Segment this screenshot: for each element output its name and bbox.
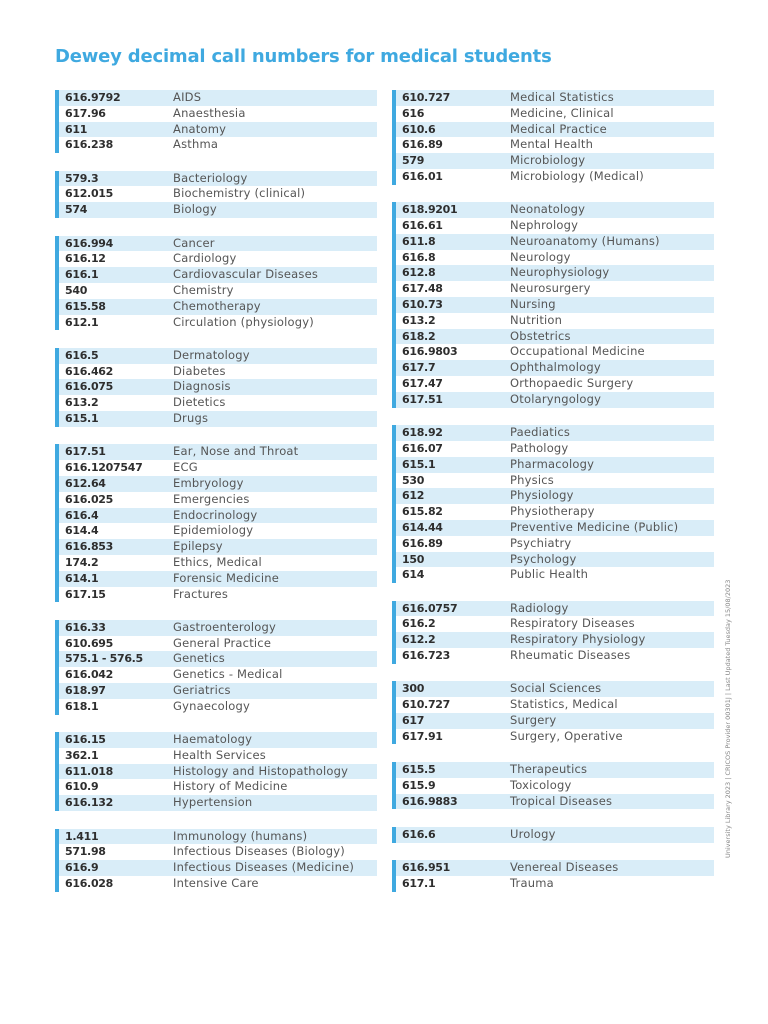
call-number: 615.58 — [65, 299, 106, 313]
call-number: 617.48 — [402, 282, 443, 296]
call-number: 616.33 — [65, 620, 106, 634]
subject-name: Nephrology — [510, 218, 579, 233]
call-number-row — [396, 488, 714, 504]
call-number: 616.462 — [65, 364, 114, 378]
subject-group — [392, 202, 714, 407]
subject-name: Medicine, Clinical — [510, 105, 614, 120]
call-number: 616.07 — [402, 441, 443, 455]
call-number: 616.12 — [65, 252, 106, 266]
subject-name: Hypertension — [173, 795, 253, 810]
call-number: 616.01 — [402, 169, 443, 183]
subject-name: Cancer — [173, 235, 215, 250]
subject-group — [55, 171, 377, 218]
call-number: 575.1 - 576.5 — [65, 652, 143, 666]
subject-name: Pathology — [510, 440, 569, 455]
call-number: 612.1 — [65, 315, 99, 329]
subject-name: Ophthalmology — [510, 360, 601, 375]
subject-name: Fractures — [173, 586, 229, 601]
call-number-row — [396, 265, 714, 281]
call-number-row — [396, 504, 714, 520]
call-number: 579.3 — [65, 171, 99, 185]
subject-name: Paediatics — [510, 425, 571, 440]
subject-name: Physiotherapy — [510, 504, 595, 519]
call-number-row — [396, 601, 714, 617]
subject-name: Social Sciences — [510, 681, 602, 696]
subject-name: Pharmacology — [510, 456, 595, 471]
call-number-row — [59, 876, 377, 892]
subject-name: Microbiology (Medical) — [510, 168, 644, 183]
subject-name: Emergencies — [173, 491, 250, 506]
subject-name: Public Health — [510, 567, 589, 582]
call-number: 618.97 — [65, 684, 106, 697]
call-number-row — [59, 411, 377, 427]
call-number-row — [59, 651, 377, 667]
call-number-row — [396, 360, 714, 376]
call-number-row — [59, 587, 377, 603]
call-number-row — [59, 364, 377, 380]
call-number: 540 — [65, 283, 88, 297]
call-number-row — [396, 218, 714, 234]
call-number: 616.025 — [65, 492, 114, 506]
call-number: 618.1 — [65, 699, 99, 713]
subject-name: Gastroenterology — [173, 619, 276, 634]
subject-name: Venereal Diseases — [510, 860, 619, 875]
subject-name: Mental Health — [510, 137, 594, 152]
call-number: 612.8 — [402, 266, 436, 280]
subject-name: Medical Practice — [510, 121, 607, 136]
call-number-row — [59, 186, 377, 202]
subject-name: Epilepsy — [173, 539, 223, 554]
call-number-row — [396, 376, 714, 392]
subject-name: Genetics — [173, 651, 225, 666]
call-number-row — [59, 267, 377, 283]
subject-name: Cardiology — [173, 251, 237, 266]
call-number: 615.1 — [65, 412, 99, 426]
call-number-row — [59, 764, 377, 780]
subject-group — [392, 860, 714, 892]
subject-name: Chemotherapy — [173, 298, 261, 313]
call-number: 616.994 — [65, 236, 114, 250]
call-number-row — [59, 137, 377, 153]
subject-group — [55, 348, 377, 427]
call-number: 610.73 — [402, 298, 443, 312]
call-number: 616.723 — [402, 649, 451, 662]
subject-name: Otolaryngology — [510, 391, 602, 406]
call-number-row — [396, 681, 714, 697]
call-number: 616.075 — [65, 380, 114, 394]
call-number-row — [59, 523, 377, 539]
subject-name: General Practice — [173, 635, 272, 650]
call-number-row — [59, 555, 377, 571]
call-number-row — [396, 457, 714, 473]
call-number-row — [59, 571, 377, 587]
footer-note: University Library 2023 | CRICOS Provider 00301J | Last Updated Tuesday 15/08/2023 — [724, 579, 732, 858]
subject-group — [55, 732, 377, 811]
call-number-row — [59, 683, 377, 699]
call-number-row — [59, 460, 377, 476]
call-number-row — [396, 860, 714, 876]
subject-name: Preventive Medicine (Public) — [510, 519, 679, 534]
call-number-row — [396, 137, 714, 153]
call-number: 616.028 — [65, 876, 114, 890]
call-number-row — [59, 202, 377, 218]
call-number: 618.2 — [402, 329, 436, 343]
call-number-row — [59, 251, 377, 267]
call-number-row — [396, 297, 714, 313]
subject-name: Neurophysiology — [510, 265, 610, 280]
subject-name: Geriatrics — [173, 683, 231, 697]
call-number-row — [59, 860, 377, 876]
subject-name: Statistics, Medical — [510, 697, 618, 712]
call-number-row — [396, 250, 714, 266]
subject-name: Orthopaedic Surgery — [510, 376, 634, 391]
call-number: 616.9883 — [402, 794, 458, 808]
call-number: 616.5 — [65, 348, 99, 362]
call-number: 616.9792 — [65, 91, 121, 104]
subject-group — [392, 681, 714, 744]
call-number-row — [59, 283, 377, 299]
call-number-row — [396, 425, 714, 441]
call-number-row — [396, 697, 714, 713]
subject-group — [392, 827, 714, 843]
subject-name: Endocrinology — [173, 507, 258, 522]
call-number: 612.64 — [65, 476, 106, 490]
call-number-row — [59, 236, 377, 252]
call-number-row — [59, 90, 377, 106]
call-number: 616.6 — [402, 827, 436, 841]
call-number-row — [396, 281, 714, 297]
call-number: 610.727 — [402, 91, 451, 104]
call-number: 612 — [402, 489, 425, 503]
call-number: 611.018 — [65, 764, 114, 778]
subject-name: Toxicology — [510, 777, 572, 792]
subject-name: Genetics - Medical — [173, 667, 283, 682]
call-number-row — [396, 778, 714, 794]
call-number-row — [59, 299, 377, 315]
subject-name: Intensive Care — [173, 875, 259, 890]
call-number-row — [396, 616, 714, 632]
subject-name: History of Medicine — [173, 779, 288, 794]
call-number-row — [59, 539, 377, 555]
subject-name: Occupational Medicine — [510, 344, 645, 359]
call-number-row — [59, 106, 377, 122]
subject-name: Forensic Medicine — [173, 570, 280, 585]
subject-name: Diagnosis — [173, 379, 231, 394]
subject-name: Chemistry — [173, 282, 234, 297]
subject-name: Neurology — [510, 249, 571, 264]
call-number-row — [59, 748, 377, 764]
subject-group — [55, 236, 377, 331]
call-number-row — [396, 762, 714, 778]
call-number: 616.9803 — [402, 345, 458, 359]
subject-name: Ear, Nose and Throat — [173, 444, 299, 459]
subject-group — [55, 90, 377, 153]
subject-name: AIDS — [173, 90, 202, 104]
call-number: 618.92 — [402, 426, 443, 440]
subject-name: Neonatology — [510, 202, 586, 217]
call-number: 616.042 — [65, 668, 114, 682]
subject-group — [392, 601, 714, 664]
subject-name: Anatomy — [173, 121, 227, 136]
subject-group — [392, 425, 714, 583]
subject-name: Neurosurgery — [510, 281, 591, 296]
subject-group — [55, 620, 377, 715]
subject-name: Cardiovascular Diseases — [173, 267, 319, 282]
subject-name: Psychiatry — [510, 535, 572, 550]
subject-name: Dermatology — [173, 347, 250, 362]
call-number-row — [59, 699, 377, 715]
call-number-row — [396, 632, 714, 648]
call-number-row — [396, 567, 714, 583]
page-title: Dewey decimal call numbers for medical students — [55, 46, 552, 67]
call-number: 618.9201 — [402, 203, 458, 217]
call-number: 174.2 — [65, 555, 99, 569]
call-number-row — [396, 169, 714, 185]
call-number: 300 — [402, 682, 425, 696]
call-number-row — [396, 648, 714, 664]
call-number-row — [59, 844, 377, 860]
call-number-row — [59, 620, 377, 636]
call-number-row — [396, 794, 714, 810]
call-number: 611 — [65, 122, 88, 136]
call-number: 615.82 — [402, 505, 443, 519]
call-number: 612.2 — [402, 633, 436, 647]
subject-name: Respiratory Diseases — [510, 616, 635, 631]
call-number-row — [396, 313, 714, 329]
call-number-row — [396, 202, 714, 218]
call-number: 612.015 — [65, 187, 114, 201]
call-number-row — [59, 315, 377, 331]
call-number: 616.1207547 — [65, 461, 143, 475]
subject-name: Obstetrics — [510, 328, 571, 343]
subject-name: Biology — [173, 202, 217, 217]
call-number: 613.2 — [402, 313, 436, 327]
call-number-row — [396, 713, 714, 729]
call-number-row — [396, 329, 714, 345]
call-number-row — [59, 348, 377, 364]
subject-name: Infectious Diseases (Medicine) — [173, 860, 355, 875]
subject-name: Histology and Histopathology — [173, 763, 349, 778]
subject-name: Microbiology — [510, 153, 586, 168]
subject-name: Drugs — [173, 411, 209, 426]
call-number: 574 — [65, 203, 88, 217]
call-number: 616.132 — [65, 796, 114, 810]
subject-name: Ethics, Medical — [173, 554, 262, 569]
call-number-row — [396, 106, 714, 122]
call-number: 610.695 — [65, 636, 114, 650]
subject-name: Medical Statistics — [510, 90, 614, 104]
subject-name: Embryology — [173, 475, 244, 490]
call-number-row — [396, 520, 714, 536]
subject-group — [55, 444, 377, 602]
subject-name: Immunology (humans) — [173, 828, 308, 843]
call-number: 610.727 — [402, 698, 451, 712]
call-number-row — [59, 379, 377, 395]
call-number-row — [396, 876, 714, 892]
call-number-row — [59, 492, 377, 508]
subject-name: Haematology — [173, 732, 253, 747]
call-number: 617 — [402, 713, 425, 727]
call-number-row — [396, 234, 714, 250]
call-number: 617.91 — [402, 729, 443, 743]
call-number: 616.8 — [402, 250, 436, 264]
call-number: 616 — [402, 106, 425, 120]
call-number: 616.853 — [65, 540, 114, 554]
call-number: 616.4 — [65, 508, 99, 522]
call-number: 1.411 — [65, 829, 99, 843]
call-number-row — [396, 473, 714, 489]
subject-name: Urology — [510, 826, 556, 841]
call-number-row — [396, 153, 714, 169]
subject-group — [392, 762, 714, 809]
call-number: 616.89 — [402, 536, 443, 550]
call-number-row — [59, 395, 377, 411]
subject-name: Dietetics — [173, 395, 226, 410]
call-number: 616.89 — [402, 138, 443, 152]
call-number: 617.47 — [402, 377, 443, 391]
call-number: 615.1 — [402, 457, 436, 471]
subject-name: Surgery, Operative — [510, 728, 623, 743]
call-number: 616.2 — [402, 617, 436, 631]
call-number: 616.238 — [65, 138, 114, 152]
call-number: 614 — [402, 568, 425, 582]
subject-name: Diabetes — [173, 363, 226, 378]
call-number-row — [59, 795, 377, 811]
call-number-row — [59, 444, 377, 460]
call-number: 616.15 — [65, 733, 106, 747]
subject-name: Nursing — [510, 297, 556, 312]
call-number-row — [59, 732, 377, 748]
call-number: 615.9 — [402, 778, 436, 792]
call-number: 617.51 — [65, 445, 106, 459]
call-number: 571.98 — [65, 845, 106, 859]
call-number-row — [59, 476, 377, 492]
subject-name: Neuroanatomy (Humans) — [510, 233, 660, 248]
call-number: 613.2 — [65, 396, 99, 410]
call-number-row — [59, 779, 377, 795]
call-number: 579 — [402, 154, 425, 168]
subject-name: Radiology — [510, 600, 569, 615]
call-number-row — [59, 829, 377, 845]
call-number-row — [396, 122, 714, 138]
call-number: 616.9 — [65, 861, 99, 875]
subject-name: Nutrition — [510, 312, 563, 327]
right-column — [392, 90, 714, 909]
call-number-row — [59, 667, 377, 683]
call-number-row — [396, 536, 714, 552]
call-number: 616.1 — [65, 268, 99, 282]
subject-name: Gynaecology — [173, 698, 251, 713]
call-number-row — [396, 441, 714, 457]
call-number-row — [396, 552, 714, 568]
call-number: 617.96 — [65, 106, 106, 120]
subject-group — [55, 829, 377, 892]
call-number: 614.4 — [65, 524, 99, 538]
subject-name: Biochemistry (clinical) — [173, 186, 306, 201]
call-number-row — [396, 392, 714, 408]
call-number: 530 — [402, 473, 425, 487]
call-number: 362.1 — [65, 748, 99, 762]
subject-name: Health Services — [173, 747, 266, 762]
call-number: 616.0757 — [402, 601, 458, 615]
subject-name: Physiology — [510, 488, 574, 503]
subject-name: Circulation (physiology) — [173, 314, 314, 329]
call-number: 617.15 — [65, 587, 106, 601]
subject-name: Therapeutics — [510, 761, 588, 776]
call-number-row — [59, 508, 377, 524]
call-number: 616.951 — [402, 861, 451, 875]
call-number: 616.61 — [402, 219, 443, 233]
call-number-row — [59, 636, 377, 652]
call-number-row — [59, 122, 377, 138]
call-number: 617.51 — [402, 392, 443, 406]
subject-name: Rheumatic Diseases — [510, 648, 631, 662]
subject-name: Psychology — [510, 551, 577, 566]
left-column — [55, 90, 377, 909]
call-number-row — [396, 90, 714, 106]
subject-name: Bacteriology — [173, 170, 248, 185]
call-number: 617.7 — [402, 361, 436, 375]
call-number: 617.1 — [402, 876, 436, 890]
call-number: 610.6 — [402, 122, 436, 136]
subject-name: Epidemiology — [173, 523, 254, 538]
subject-name: Asthma — [173, 137, 219, 152]
call-number: 615.5 — [402, 762, 436, 776]
subject-name: Physics — [510, 472, 554, 487]
subject-name: Anaesthesia — [173, 105, 246, 120]
call-number: 614.44 — [402, 520, 443, 534]
call-number-row — [59, 171, 377, 187]
call-number: 150 — [402, 552, 425, 566]
call-number-row — [396, 344, 714, 360]
subject-name: Respiratory Physiology — [510, 632, 646, 647]
call-number: 614.1 — [65, 571, 99, 585]
call-number: 610.9 — [65, 780, 99, 794]
call-number-row — [396, 827, 714, 843]
call-number: 611.8 — [402, 234, 436, 248]
subject-name: Infectious Diseases (Biology) — [173, 844, 345, 859]
subject-name: Surgery — [510, 712, 557, 727]
call-number-row — [396, 729, 714, 745]
subject-name: ECG — [173, 460, 198, 475]
subject-name: Tropical Diseases — [510, 793, 613, 808]
subject-name: Trauma — [510, 875, 554, 890]
subject-group — [392, 90, 714, 185]
